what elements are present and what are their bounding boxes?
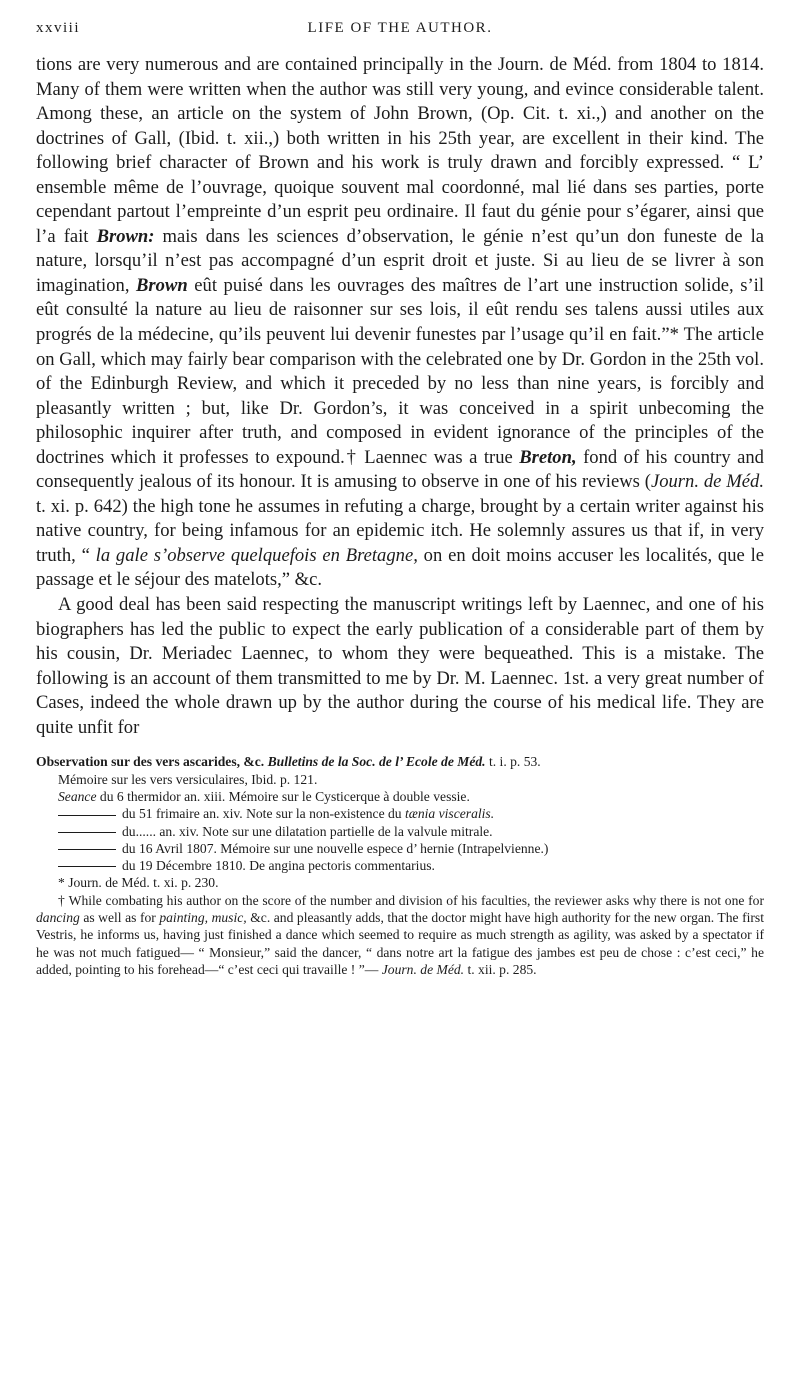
- footnote-decembre-line: [36, 857, 764, 874]
- main-text: [36, 53, 764, 740]
- text-run: du 6 thermidor an. xiii. Mémoire sur le Cysticerque à double vessie.: [96, 788, 470, 804]
- ditto-rule: [58, 866, 116, 867]
- text-run: dancing: [36, 909, 80, 925]
- footnote-du-an-line: [36, 823, 764, 840]
- text-run: Observation sur des vers ascarides, &c.: [36, 754, 268, 770]
- text-run: † While combating his author on the score of the number and division of his faculties, the reviewer asks why there is not one for: [58, 892, 764, 908]
- footnote-observation: [36, 753, 764, 770]
- text-run: Bulletins de la Soc. de l’ Ecole de Méd.: [267, 754, 486, 770]
- text-run: du 51 frimaire an. xiv. Note sur la non-existence du: [122, 806, 405, 822]
- footnote-seance: [36, 788, 764, 805]
- text-run: la gale s’observe quelquefois en Bretagne,: [95, 544, 418, 566]
- running-title: LIFE OF THE AUTHOR.: [307, 20, 493, 36]
- text-run: mais dans les sciences d’observation, le génie n’est qu’un don funeste de la nature, lorsqu’il n’est pas accompagné d’un esprit droit et juste. Si au lieu de se livrer à son imagination,: [36, 225, 764, 296]
- text-run: Journ. de Méd.: [381, 961, 465, 977]
- footnotes: [36, 753, 764, 978]
- text-run: Seance: [58, 788, 97, 804]
- footnote-avril-line: [36, 840, 764, 857]
- text-run: painting, music,: [159, 909, 247, 925]
- text-run: Brown:: [96, 225, 155, 247]
- footnote-frimaire: [122, 806, 494, 821]
- footnote-frimaire-line: [36, 805, 764, 822]
- ditto-rule: [58, 849, 116, 850]
- text-run: t. xi. p. 642) the high tone he assumes in refuting a charge, brought by a certain writer against his native country, for being infamous for an epidemic itch. He solemnly assures us that if, in very truth, “: [36, 495, 764, 566]
- text-run: &c. and pleasantly adds, that the doctor might have high authority for the new organ. The first Vestris, he informs us, having just finished a dance which seemed to require as much strength as agility, was asked by a spectator if he was not much fatigued— “ Monsieur,” said the dancer, “ dans notre art la fatigue des jambes est peu de chose : c’est ceci,” he added, pointing to his forehead—“ c’est ceci qui travaille ! ”—: [36, 909, 764, 977]
- footnote-memoire: Mémoire sur les vers versiculaires, Ibid. p. 121.: [58, 771, 318, 787]
- footnote-decembre: du 19 Décembre 1810. De angina pectoris commentarius.: [122, 858, 435, 874]
- text-run: tions are very numerous and are contained principally in the Journ. de Méd. from 1804 to 1814. Many of them were written when the author was still very young, and evince considerable talent. Among these, an article on the system of John Brown, (Op. Cit. t. xi.,) and another on the doctrines of Gall, (Ibid. t. xii.,) both written in his 25th year, are excellent in their kind. The following brief character of Brown and his work is truly drawn and forcibly expressed. “ L’ ensemble même de l’ouvrage, quoique souvent mal coordonné, mal lié dans ses parties, porte cependant partout l’empreinte d’un esprit peu ordinaire. Il faut du génie pour s’égarer, ainsi que l’a fait: [36, 54, 764, 247]
- text-run: Journ. de Méd.: [650, 471, 764, 493]
- text-run: Brown: [136, 274, 188, 296]
- footnote-du-an: du...... an. xiv. Note sur une dilatation partielle de la valvule mitrale.: [122, 823, 493, 839]
- text-run: on en doit moins accuser les localités, que le passage et le séjour des matelots,” &c.: [36, 544, 764, 591]
- page-number: xxviii: [36, 20, 81, 36]
- footnote-avril: du 16 Avril 1807. Mémoire sur une nouvelle espece d’ hernie (Intrapelvienne.): [122, 840, 549, 856]
- text-run: as well as for: [79, 909, 160, 925]
- footnote-dagger: [36, 892, 764, 978]
- ditto-rule: [58, 815, 116, 816]
- text-run: tænia visceralis.: [405, 806, 495, 822]
- text-run: eût puisé dans les ouvrages des maîtres de l’art une instruction solide, s’il eût consulté la nature au lieu de raisonner sur ses lois, il eût rendu ses talens aussi utiles aux progrés de la médecine, qu’ils peuvent lui devenir funestes par l’usage qu’il en fait.”* The article on Gall, which may fairly bear comparison with the celebrated one by Dr. Gordon in the 25th vol. of the Edinburgh Review, and which it preceded by no less than nine years, is forcibly and pleasantly written ; but, like Dr. Gordon’s, it was conceived in a spirit unbecoming the philosophic inquirer after truth, and composed in evident ignorance of the principles of the doctrines which it professes to expound.† Laennec was a true: [36, 274, 764, 468]
- text-run: t. i. p. 53.: [485, 754, 541, 770]
- text-run: fond of his country and consequently jealous of its honour. It is amusing to observe in one of his reviews (: [36, 446, 764, 493]
- text-run: t. xii. p. 285.: [464, 961, 537, 977]
- paragraph-2: A good deal has been said respecting the manuscript writings left by Laennec, and one of his biographers has led the public to expect the early publication of a considerable part of them by his cousin, Dr. Meriadec Laennec, to whom they were bequeathed. This is a mistake. The following is an account of them transmitted to me by Dr. M. Laennec. 1st. a very great number of Cases, indeed the whole drawn up by the author during the course of his medical life. They are quite unfit for: [36, 594, 764, 738]
- paragraph-1: [36, 53, 764, 593]
- footnote-star: * Journ. de Méd. t. xi. p. 230.: [58, 875, 219, 891]
- text-run: Breton,: [519, 446, 577, 468]
- running-header: [36, 20, 764, 42]
- ditto-rule: [58, 832, 116, 833]
